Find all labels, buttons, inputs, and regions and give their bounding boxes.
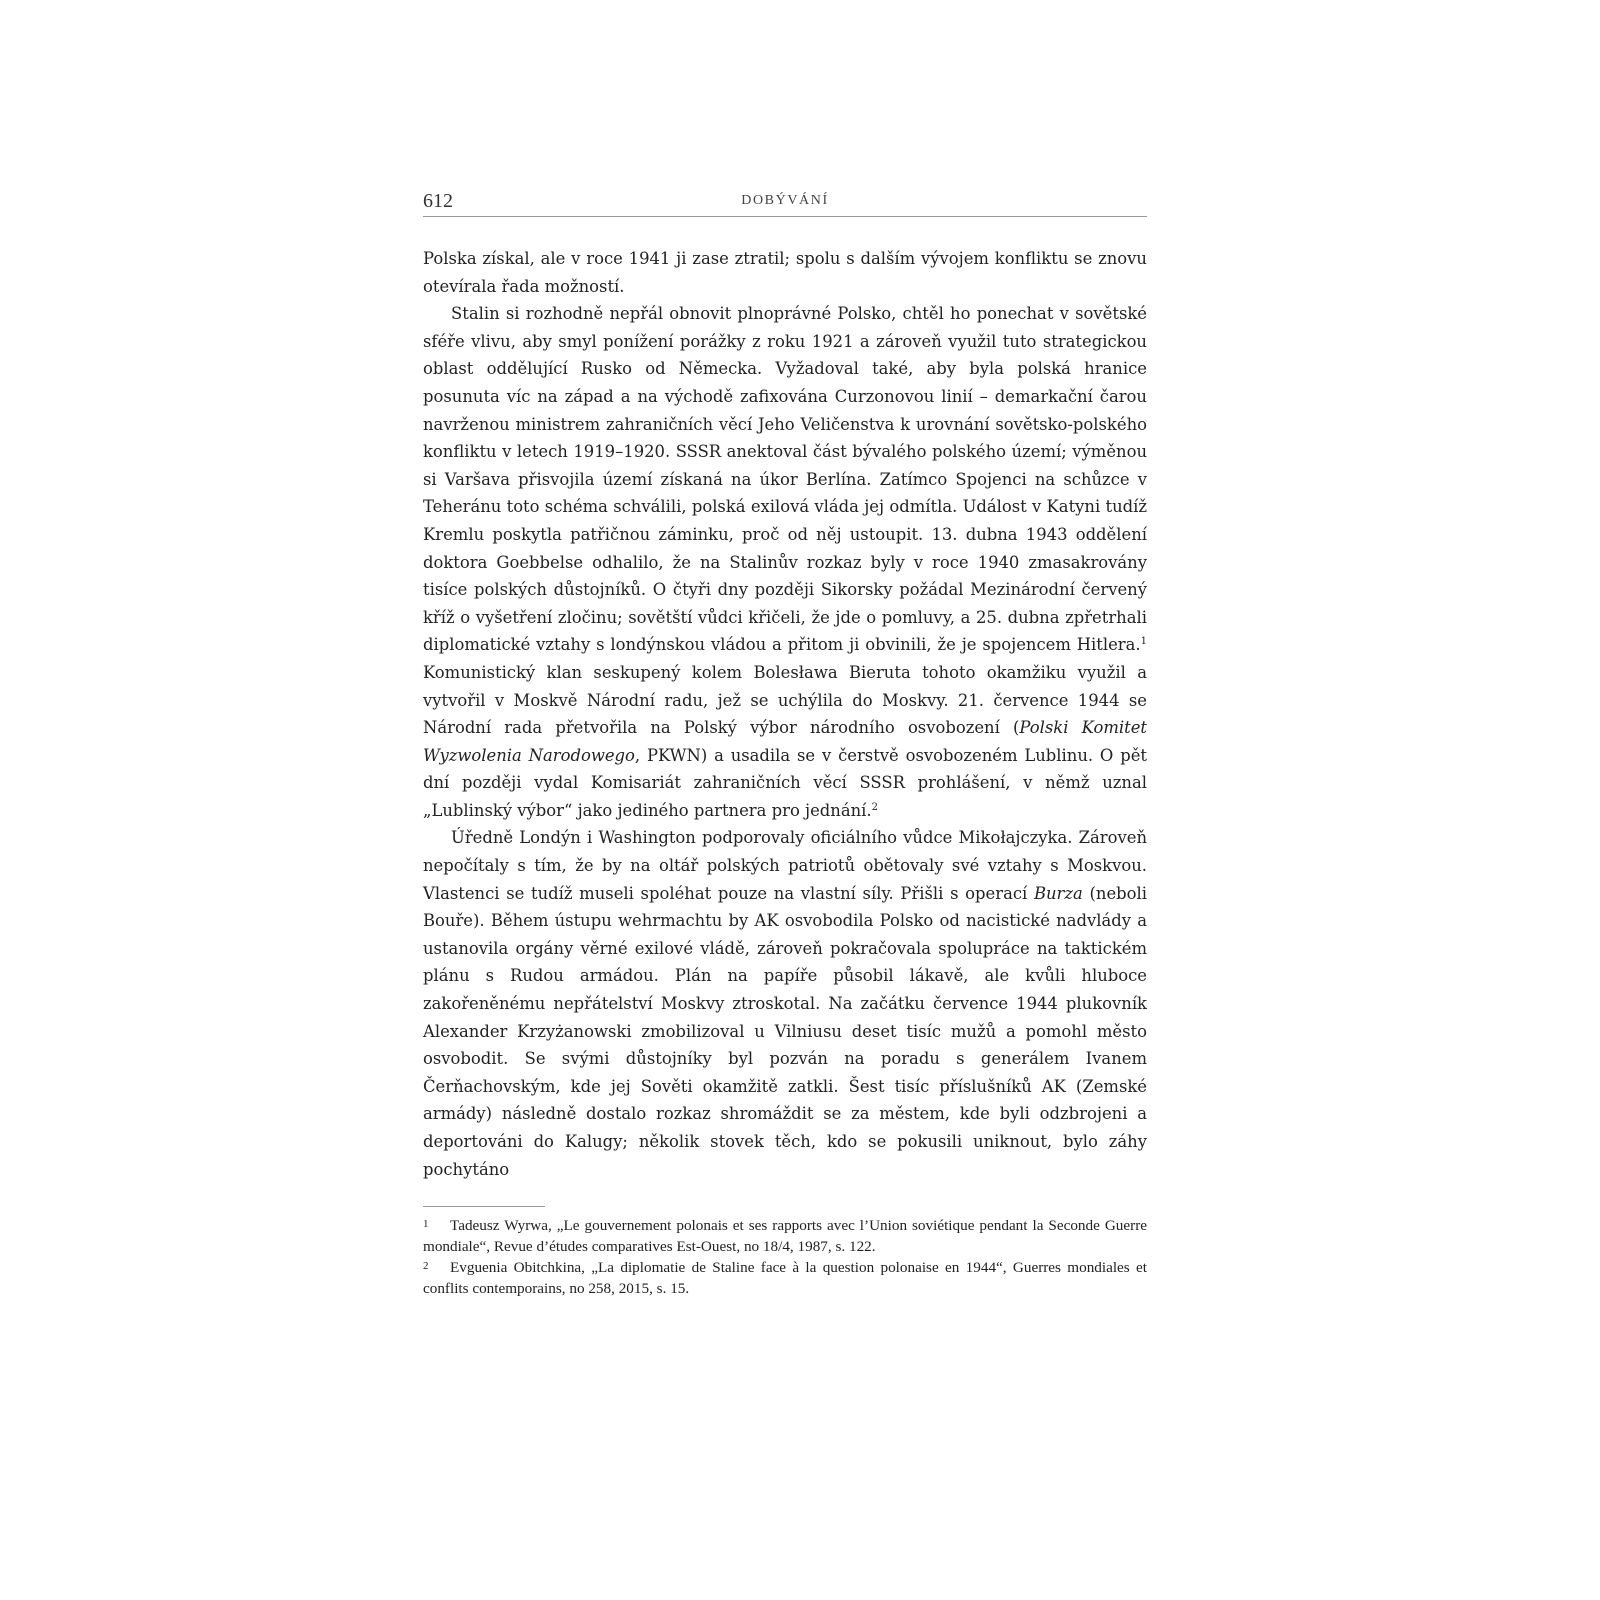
paragraph-1-text: Polska získal, ale v roce 1941 ji zase ztratil; spolu s dalším vývojem konfliktu se znovu otevírala řada možností.	[423, 249, 1147, 296]
footnote-ref-1[interactable]: 1	[1140, 636, 1147, 648]
footnote-2-text: Evguenia Obitchkina, „La diplomatie de Staline face à la question polonaise en 1944“, Guerres mondiales et conflits contemporains, no 258, 2015, s. 15.	[423, 1259, 1147, 1298]
paragraph-1	[423, 245, 1147, 300]
paragraph-3-text-b: (neboli Bouře). Během ústupu wehrmachtu by AK osvobodila Polsko od nacistické nadvlády a ustanovila orgány věrné exilové vládě, zároveň pokračovala spolupráce na taktickém plánu s Rudou armádou. Plán na papíře působil lákavě, ale kvůli hluboce zakořeněnému nepřátelství Moskvy ztroskotal. Na začátku července 1944 plukovník Alexander Krzyżanowski zmobilizoval u Vilniusu deset tisíc mužů a pomohl město osvobodit. Se svými důstojníky byl pozván na poradu s generálem Ivanem Čerňachovským, kde jej Sověti okamžitě zatkli. Šest tisíc příslušníků AK (Zemské armády) následně dostalo rozkaz shromáždit se za městem, kde byli odzbrojeni a deportováni do Kalugy; několik stovek těch, kdo se pokusili uniknout, bylo záhy pochytáno	[423, 883, 1147, 1179]
footnote-1: 1 Tadeusz Wyrwa, „Le gouvernement polonais et ses rapports avec l’Union soviétique pendant la Seconde Guerre mondiale“, Revue d’études comparatives Est-Ouest, no 18/4, 1987, s. 122.	[423, 1217, 1147, 1256]
footnotes	[423, 1215, 1147, 1299]
footnote-divider	[423, 1206, 545, 1207]
running-head	[423, 190, 1147, 217]
paragraph-2-text-a: Stalin si rozhodně nepřál obnovit plnoprávné Polsko, chtěl ho ponechat v sovětské sféře vlivu, aby smyl ponížení porážky z roku 1921 a zároveň využil tuto strategickou oblast oddělující Rusko od Německa. Vyžadoval také, aby byla polská hranice posunuta víc na západ a na východě zafixována Curzonovou linií – demarkační čarou navrženou ministrem zahraničních věcí Jeho Veličenstva k urovnání sovětsko-polského konfliktu v letech 1919–1920. SSSR anektoval část bývalého polského území; výměnou si Varšava přisvojila území získaná na úkor Berlína. Zatímco Spojenci na schůzce v Teheránu toto schéma schválili, polská exilová vláda jej odmítla. Událost v Katyni tudíž Kremlu poskytla patřičnou záminku, proč od něj ustoupit. 13. dubna 1943 oddělení doktora Goebbelse odhalilo, že na Stalinův rozkaz byly v roce 1940 zmasakrovány tisíce polských důstojníků. O čtyři dny později Sikorsky požádal Mezinárodní červený kříž o vyšetření zločinu; sovětští vůdci křičeli, že jde o pomluvy, a 25. dubna zpřetrhali diplomatické vztahy s londýnskou vládou a přitom ji obvinili, že je spojencem Hitlera.	[423, 304, 1147, 655]
paragraph-2	[423, 300, 1147, 824]
paragraph-2-text-c: , PKWN) a usadila se v čerstvě osvobozeném Lublinu. O pět dní později vydal Komisariát zahraničních věcí SSSR prohlášení, v němž uznal „Lublinský výbor“ jako jediného partnera pro jednání.	[423, 745, 1147, 820]
paragraph-3	[423, 824, 1147, 1183]
paragraph-3-italic-burza: Burza	[1033, 883, 1083, 903]
paragraph-2-italic-pkwn: Polski Komitet Wyzwolenia Narodowego	[423, 718, 1147, 765]
book-page	[423, 190, 1147, 1299]
page-number: 612	[423, 190, 453, 212]
paragraph-3-text-a: Úředně Londýn i Washington podporovaly oficiálního vůdce Mikołajczyka. Zároveň nepočítaly s tím, že by na oltář polských patriotů obětovaly své vztahy s Moskvou. Vlastenci se tudíž museli spoléhat pouze na vlastní síly. Přišli s operací	[423, 828, 1147, 903]
paragraph-2-text-b: Komunistický klan seskupený kolem Bolesława Bieruta tohoto okamžiku využil a vytvořil v Moskvě Národní radu, jež se uchýlila do Moskvy. 21. července 1944 se Národní rada přetvořila na Polský výbor národního osvobození (	[423, 662, 1147, 738]
footnote-1-text: Tadeusz Wyrwa, „Le gouvernement polonais et ses rapports avec l’Union soviétique pendant la Seconde Guerre mondiale“, Revue d’études comparatives Est-Ouest, no 18/4, 1987, s. 122.	[423, 1217, 1147, 1256]
footnote-2: 2 Evguenia Obitchkina, „La diplomatie de Staline face à la question polonaise en 1944“, Guerres mondiales et conflits contemporains, no 258, 2015, s. 15.	[423, 1259, 1147, 1298]
footnote-ref-2[interactable]: 2	[871, 801, 879, 813]
body-text	[423, 245, 1147, 1183]
running-title: DOBÝVÁNÍ	[741, 193, 829, 208]
